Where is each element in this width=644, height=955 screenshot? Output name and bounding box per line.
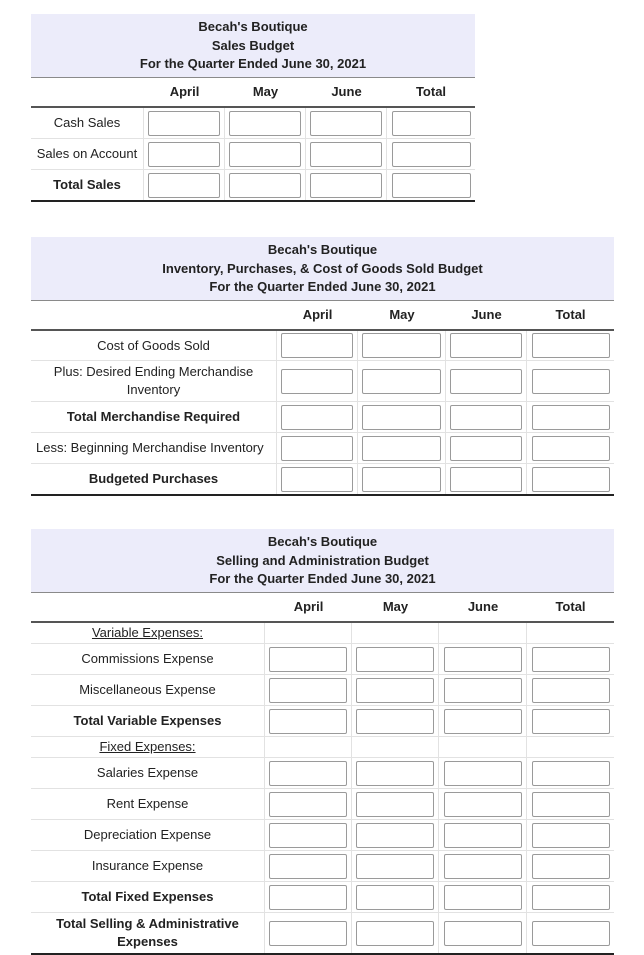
- section-label-fixed-expenses: Fixed Expenses:: [31, 737, 265, 757]
- merch-required-june-input[interactable]: [450, 405, 522, 430]
- column-may: May: [382, 599, 409, 614]
- column-may: May: [389, 307, 415, 322]
- misc-june-input[interactable]: [444, 678, 522, 703]
- commissions-april-input[interactable]: [269, 647, 347, 672]
- column-may: May: [252, 84, 279, 99]
- table-row: [31, 331, 614, 361]
- cogs-may-input[interactable]: [362, 333, 441, 358]
- insurance-april-input[interactable]: [269, 854, 347, 879]
- misc-total-input[interactable]: [532, 678, 610, 703]
- table-row: [31, 851, 614, 882]
- total-fixed-april-input[interactable]: [269, 885, 347, 910]
- depreciation-april-input[interactable]: [269, 823, 347, 848]
- total-fixed-june-input[interactable]: [444, 885, 522, 910]
- row-label-total-variable-expenses: Total Variable Expenses: [31, 706, 265, 736]
- table-row: [31, 464, 614, 496]
- inventory-budget-table: [31, 237, 614, 496]
- inventory-budget-title: Becah's Boutique: [267, 242, 378, 257]
- sales-on-account-total-input[interactable]: [392, 142, 471, 167]
- row-label-sales-on-account: Sales on Account: [31, 139, 144, 169]
- rent-april-input[interactable]: [269, 792, 347, 817]
- insurance-total-input[interactable]: [532, 854, 610, 879]
- selling-budget-subtitle: Selling and Administration Budget: [216, 552, 429, 568]
- total-sa-total-input[interactable]: [532, 921, 610, 946]
- depreciation-total-input[interactable]: [532, 823, 610, 848]
- row-label-commissions-expense: Commissions Expense: [31, 644, 265, 674]
- row-label-total-merchandise-required: Total Merchandise Required: [31, 402, 277, 432]
- ending-inventory-april-input[interactable]: [281, 369, 353, 394]
- beginning-inventory-may-input[interactable]: [362, 436, 441, 461]
- row-label-total-selling-admin-expenses: Total Selling & Administrative Expenses: [31, 913, 265, 953]
- rent-may-input[interactable]: [356, 792, 434, 817]
- salaries-april-input[interactable]: [269, 761, 347, 786]
- salaries-june-input[interactable]: [444, 761, 522, 786]
- cash-sales-june-input[interactable]: [310, 111, 382, 136]
- selling-admin-budget-table: [31, 529, 614, 955]
- merch-required-total-input[interactable]: [532, 405, 610, 430]
- total-fixed-may-input[interactable]: [356, 885, 434, 910]
- ending-inventory-june-input[interactable]: [450, 369, 522, 394]
- rent-total-input[interactable]: [532, 792, 610, 817]
- sales-column-headers: [31, 78, 475, 108]
- inventory-column-headers: [31, 301, 614, 331]
- table-row: [31, 644, 614, 675]
- total-sa-may-input[interactable]: [356, 921, 434, 946]
- row-label-rent-expense: Rent Expense: [31, 789, 265, 819]
- purchases-june-input[interactable]: [450, 467, 522, 492]
- row-label-budgeted-purchases: Budgeted Purchases: [31, 464, 277, 494]
- column-june: June: [467, 599, 499, 614]
- table-row: [31, 433, 614, 464]
- ending-inventory-may-input[interactable]: [362, 369, 441, 394]
- row-label-desired-ending-inventory: Plus: Desired Ending Merchandise Inventory: [31, 361, 277, 401]
- table-row: [31, 108, 475, 139]
- cash-sales-total-input[interactable]: [392, 111, 471, 136]
- cash-sales-may-input[interactable]: [229, 111, 301, 136]
- table-row: [31, 913, 614, 955]
- column-total: Total: [555, 307, 586, 322]
- selling-budget-title: Becah's Boutique: [267, 534, 378, 549]
- cash-sales-april-input[interactable]: [148, 111, 220, 136]
- rent-june-input[interactable]: [444, 792, 522, 817]
- sales-budget-period: For the Quarter Ended June 30, 2021: [139, 56, 367, 71]
- sales-budget-header: [31, 14, 475, 78]
- row-label-miscellaneous-expense: Miscellaneous Expense: [31, 675, 265, 705]
- row-label-insurance-expense: Insurance Expense: [31, 851, 265, 881]
- cogs-april-input[interactable]: [281, 333, 353, 358]
- insurance-may-input[interactable]: [356, 854, 434, 879]
- selling-budget-header: [31, 529, 614, 593]
- table-row: [31, 758, 614, 789]
- total-variable-may-input[interactable]: [356, 709, 434, 734]
- column-april: April: [302, 307, 333, 322]
- sales-budget-subtitle: Sales Budget: [211, 37, 295, 53]
- cogs-june-input[interactable]: [450, 333, 522, 358]
- total-sales-april-input[interactable]: [148, 173, 220, 198]
- sales-on-account-april-input[interactable]: [148, 142, 220, 167]
- table-row: [31, 623, 614, 644]
- total-sales-june-input[interactable]: [310, 173, 382, 198]
- sales-on-account-june-input[interactable]: [310, 142, 382, 167]
- table-row: [31, 706, 614, 737]
- depreciation-june-input[interactable]: [444, 823, 522, 848]
- total-variable-total-input[interactable]: [532, 709, 610, 734]
- misc-april-input[interactable]: [269, 678, 347, 703]
- commissions-may-input[interactable]: [356, 647, 434, 672]
- table-row: [31, 882, 614, 913]
- row-label-salaries-expense: Salaries Expense: [31, 758, 265, 788]
- table-row: [31, 402, 614, 433]
- insurance-june-input[interactable]: [444, 854, 522, 879]
- table-row: [31, 170, 475, 202]
- purchases-may-input[interactable]: [362, 467, 441, 492]
- purchases-total-input[interactable]: [532, 467, 610, 492]
- selling-budget-period: For the Quarter Ended June 30, 2021: [209, 571, 436, 586]
- total-sales-may-input[interactable]: [229, 173, 301, 198]
- beginning-inventory-total-input[interactable]: [532, 436, 610, 461]
- total-sa-april-input[interactable]: [269, 921, 347, 946]
- row-label-cost-of-goods-sold: Cost of Goods Sold: [31, 331, 277, 360]
- inventory-budget-period: For the Quarter Ended June 30, 2021: [209, 279, 436, 294]
- sales-budget-table: [31, 14, 475, 202]
- purchases-april-input[interactable]: [281, 467, 353, 492]
- misc-may-input[interactable]: [356, 678, 434, 703]
- total-sales-total-input[interactable]: [392, 173, 471, 198]
- merch-required-april-input[interactable]: [281, 405, 353, 430]
- total-variable-june-input[interactable]: [444, 709, 522, 734]
- section-label-variable-expenses: Variable Expenses:: [31, 623, 265, 643]
- ending-inventory-total-input[interactable]: [532, 369, 610, 394]
- merch-required-may-input[interactable]: [362, 405, 441, 430]
- column-april: April: [293, 599, 324, 614]
- sales-budget-title: Becah's Boutique: [198, 19, 308, 34]
- row-label-cash-sales: Cash Sales: [31, 108, 144, 138]
- total-fixed-total-input[interactable]: [532, 885, 610, 910]
- row-label-beginning-inventory: Less: Beginning Merchandise Inventory: [31, 433, 277, 463]
- column-total: Total: [555, 599, 586, 614]
- total-variable-april-input[interactable]: [269, 709, 347, 734]
- row-label-total-fixed-expenses: Total Fixed Expenses: [31, 882, 265, 912]
- column-total: Total: [415, 84, 447, 99]
- inventory-budget-header: [31, 237, 614, 301]
- table-row: [31, 361, 614, 402]
- column-june: June: [471, 307, 502, 322]
- table-row: [31, 737, 614, 758]
- table-row: [31, 675, 614, 706]
- selling-column-headers: [31, 593, 614, 623]
- cogs-total-input[interactable]: [532, 333, 610, 358]
- table-row: [31, 820, 614, 851]
- depreciation-may-input[interactable]: [356, 823, 434, 848]
- row-label-depreciation-expense: Depreciation Expense: [31, 820, 265, 850]
- inventory-budget-subtitle: Inventory, Purchases, & Cost of Goods Sold Budget: [162, 260, 483, 276]
- commissions-total-input[interactable]: [532, 647, 610, 672]
- sales-on-account-may-input[interactable]: [229, 142, 301, 167]
- salaries-total-input[interactable]: [532, 761, 610, 786]
- salaries-may-input[interactable]: [356, 761, 434, 786]
- column-april: April: [169, 84, 200, 99]
- column-june: June: [331, 84, 362, 99]
- beginning-inventory-june-input[interactable]: [450, 436, 522, 461]
- table-row: [31, 139, 475, 170]
- commissions-june-input[interactable]: [444, 647, 522, 672]
- row-label-total-sales: Total Sales: [31, 170, 144, 200]
- beginning-inventory-april-input[interactable]: [281, 436, 353, 461]
- total-sa-june-input[interactable]: [444, 921, 522, 946]
- table-row: [31, 789, 614, 820]
